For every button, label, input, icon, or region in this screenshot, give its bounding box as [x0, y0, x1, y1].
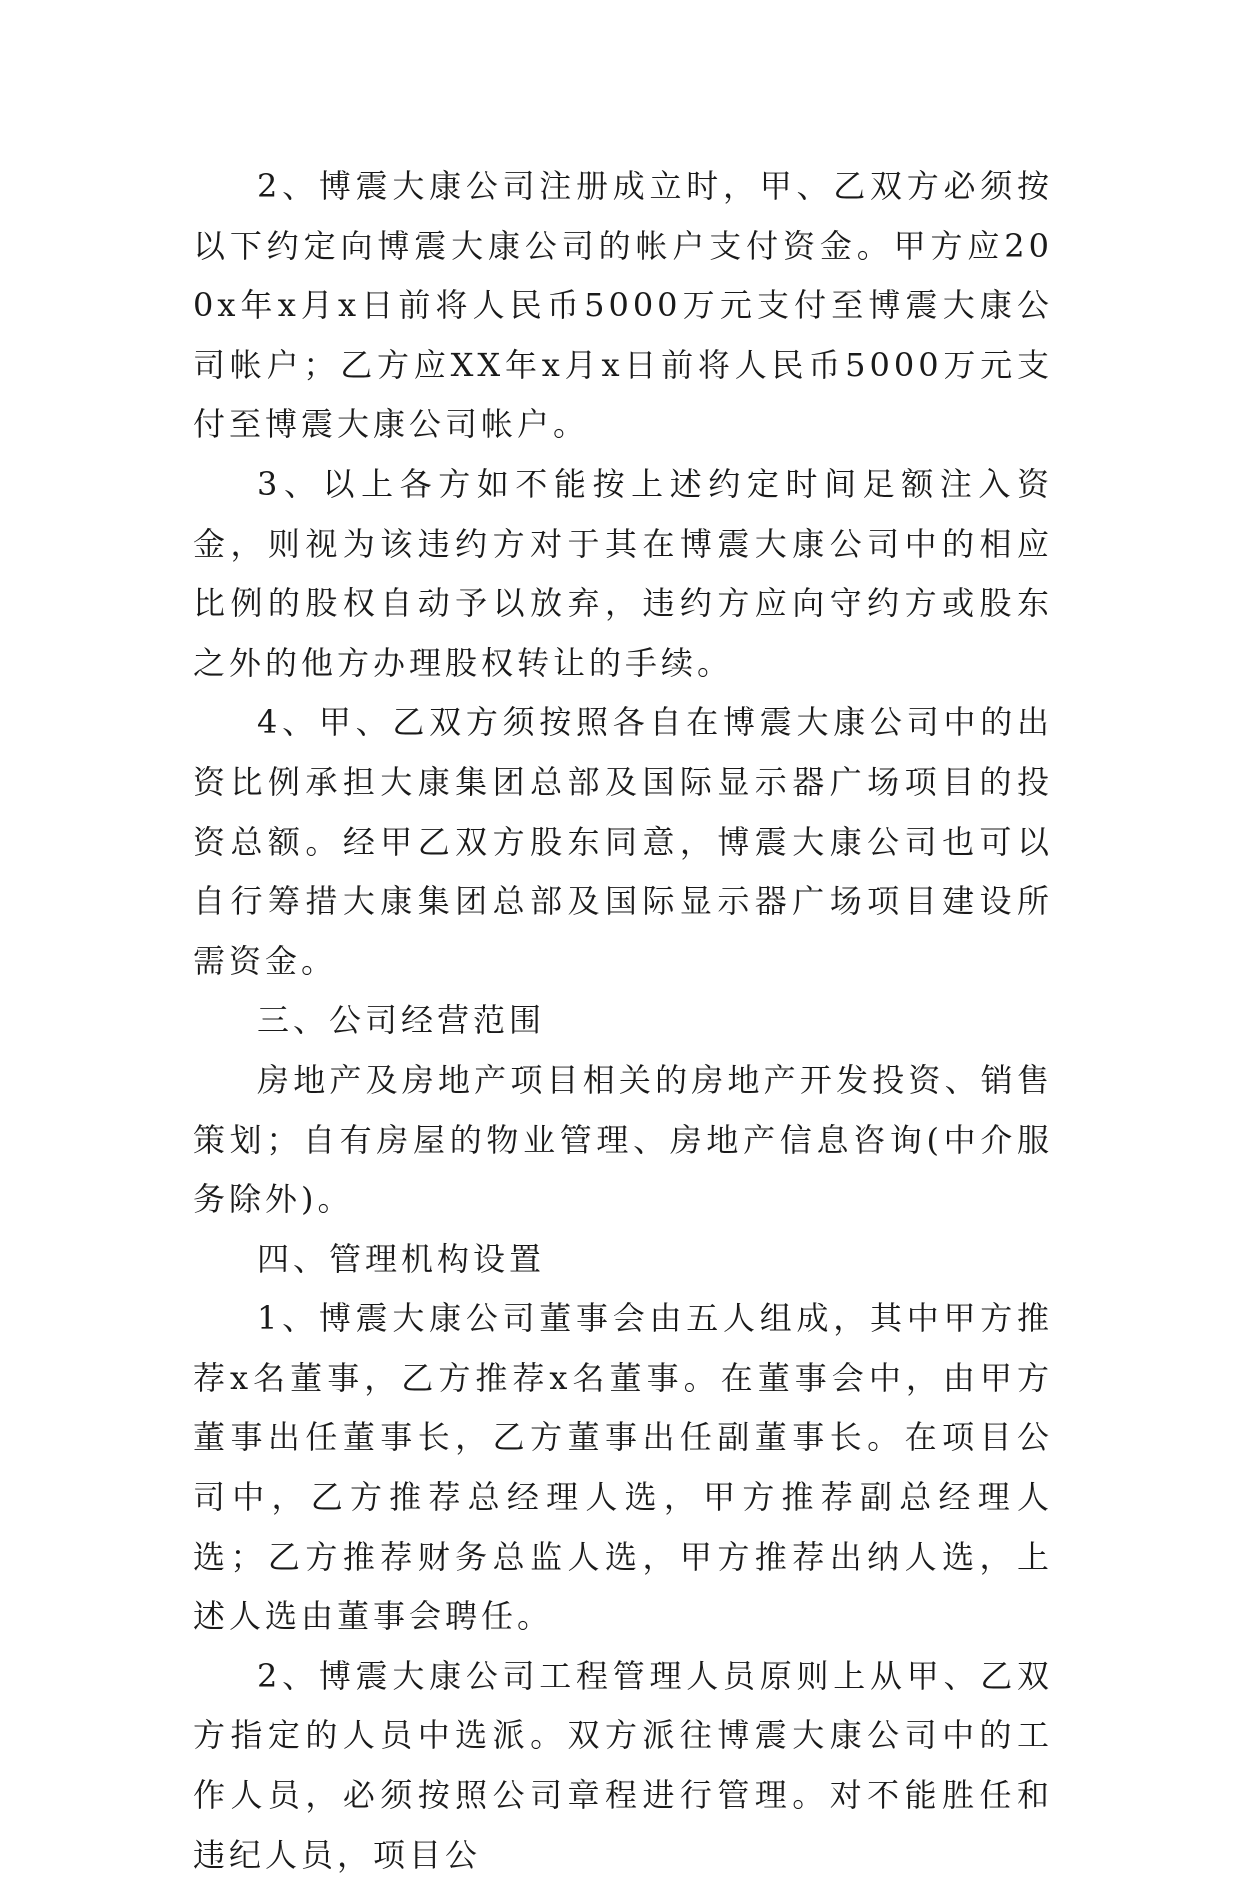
section-heading-management: 四、管理机构设置	[257, 1239, 546, 1278]
paragraph-business-scope: 房地产及房地产项目相关的房地产开发投资、销售策划；自有房屋的物业管理、房地产信息咨询(中介服务除外)。	[193, 1060, 1053, 1219]
paragraph-board-composition: 1、博震大康公司董事会由五人组成，其中甲方推荐x名董事，乙方推荐x名董事。在董事会中，由甲方董事出任董事长，乙方董事出任副董事长。在项目公司中，乙方推荐总经理人选，甲方推荐副总经理人选；乙方推荐财务总监人选，甲方推荐出纳人选，上述人选由董事会聘任。	[193, 1299, 1053, 1636]
paragraph-investment-ratio: 4、甲、乙双方须按照各自在博震大康公司中的出资比例承担大康集团总部及国际显示器广场项目的投资总额。经甲乙双方股东同意，博震大康公司也可以自行筹措大康集团总部及国际显示器广场项目建设所需资金。	[193, 703, 1053, 980]
section-heading-business-scope: 三、公司经营范围	[257, 1001, 546, 1040]
paragraph-default-clause: 3、以上各方如不能按上述约定时间足额注入资金，则视为该违约方对于其在博震大康公司中的相应比例的股权自动予以放弃，违约方应向守约方或股东之外的他方办理股权转让的手续。	[193, 464, 1053, 682]
document-body	[193, 157, 1053, 1885]
paragraph-capital-payment: 2、博震大康公司注册成立时，甲、乙双方必须按以下约定向博震大康公司的帐户支付资金。甲方应200x年x月x日前将人民币5000万元支付至博震大康公司帐户；乙方应XX年x月x日前将人民币5000万元支付至博震大康公司帐户。	[193, 167, 1053, 444]
paragraph-staff-appointment: 2、博震大康公司工程管理人员原则上从甲、乙双方指定的人员中选派。双方派往博震大康公司中的工作人员，必须按照公司章程进行管理。对不能胜任和违纪人员，项目公	[193, 1656, 1053, 1874]
